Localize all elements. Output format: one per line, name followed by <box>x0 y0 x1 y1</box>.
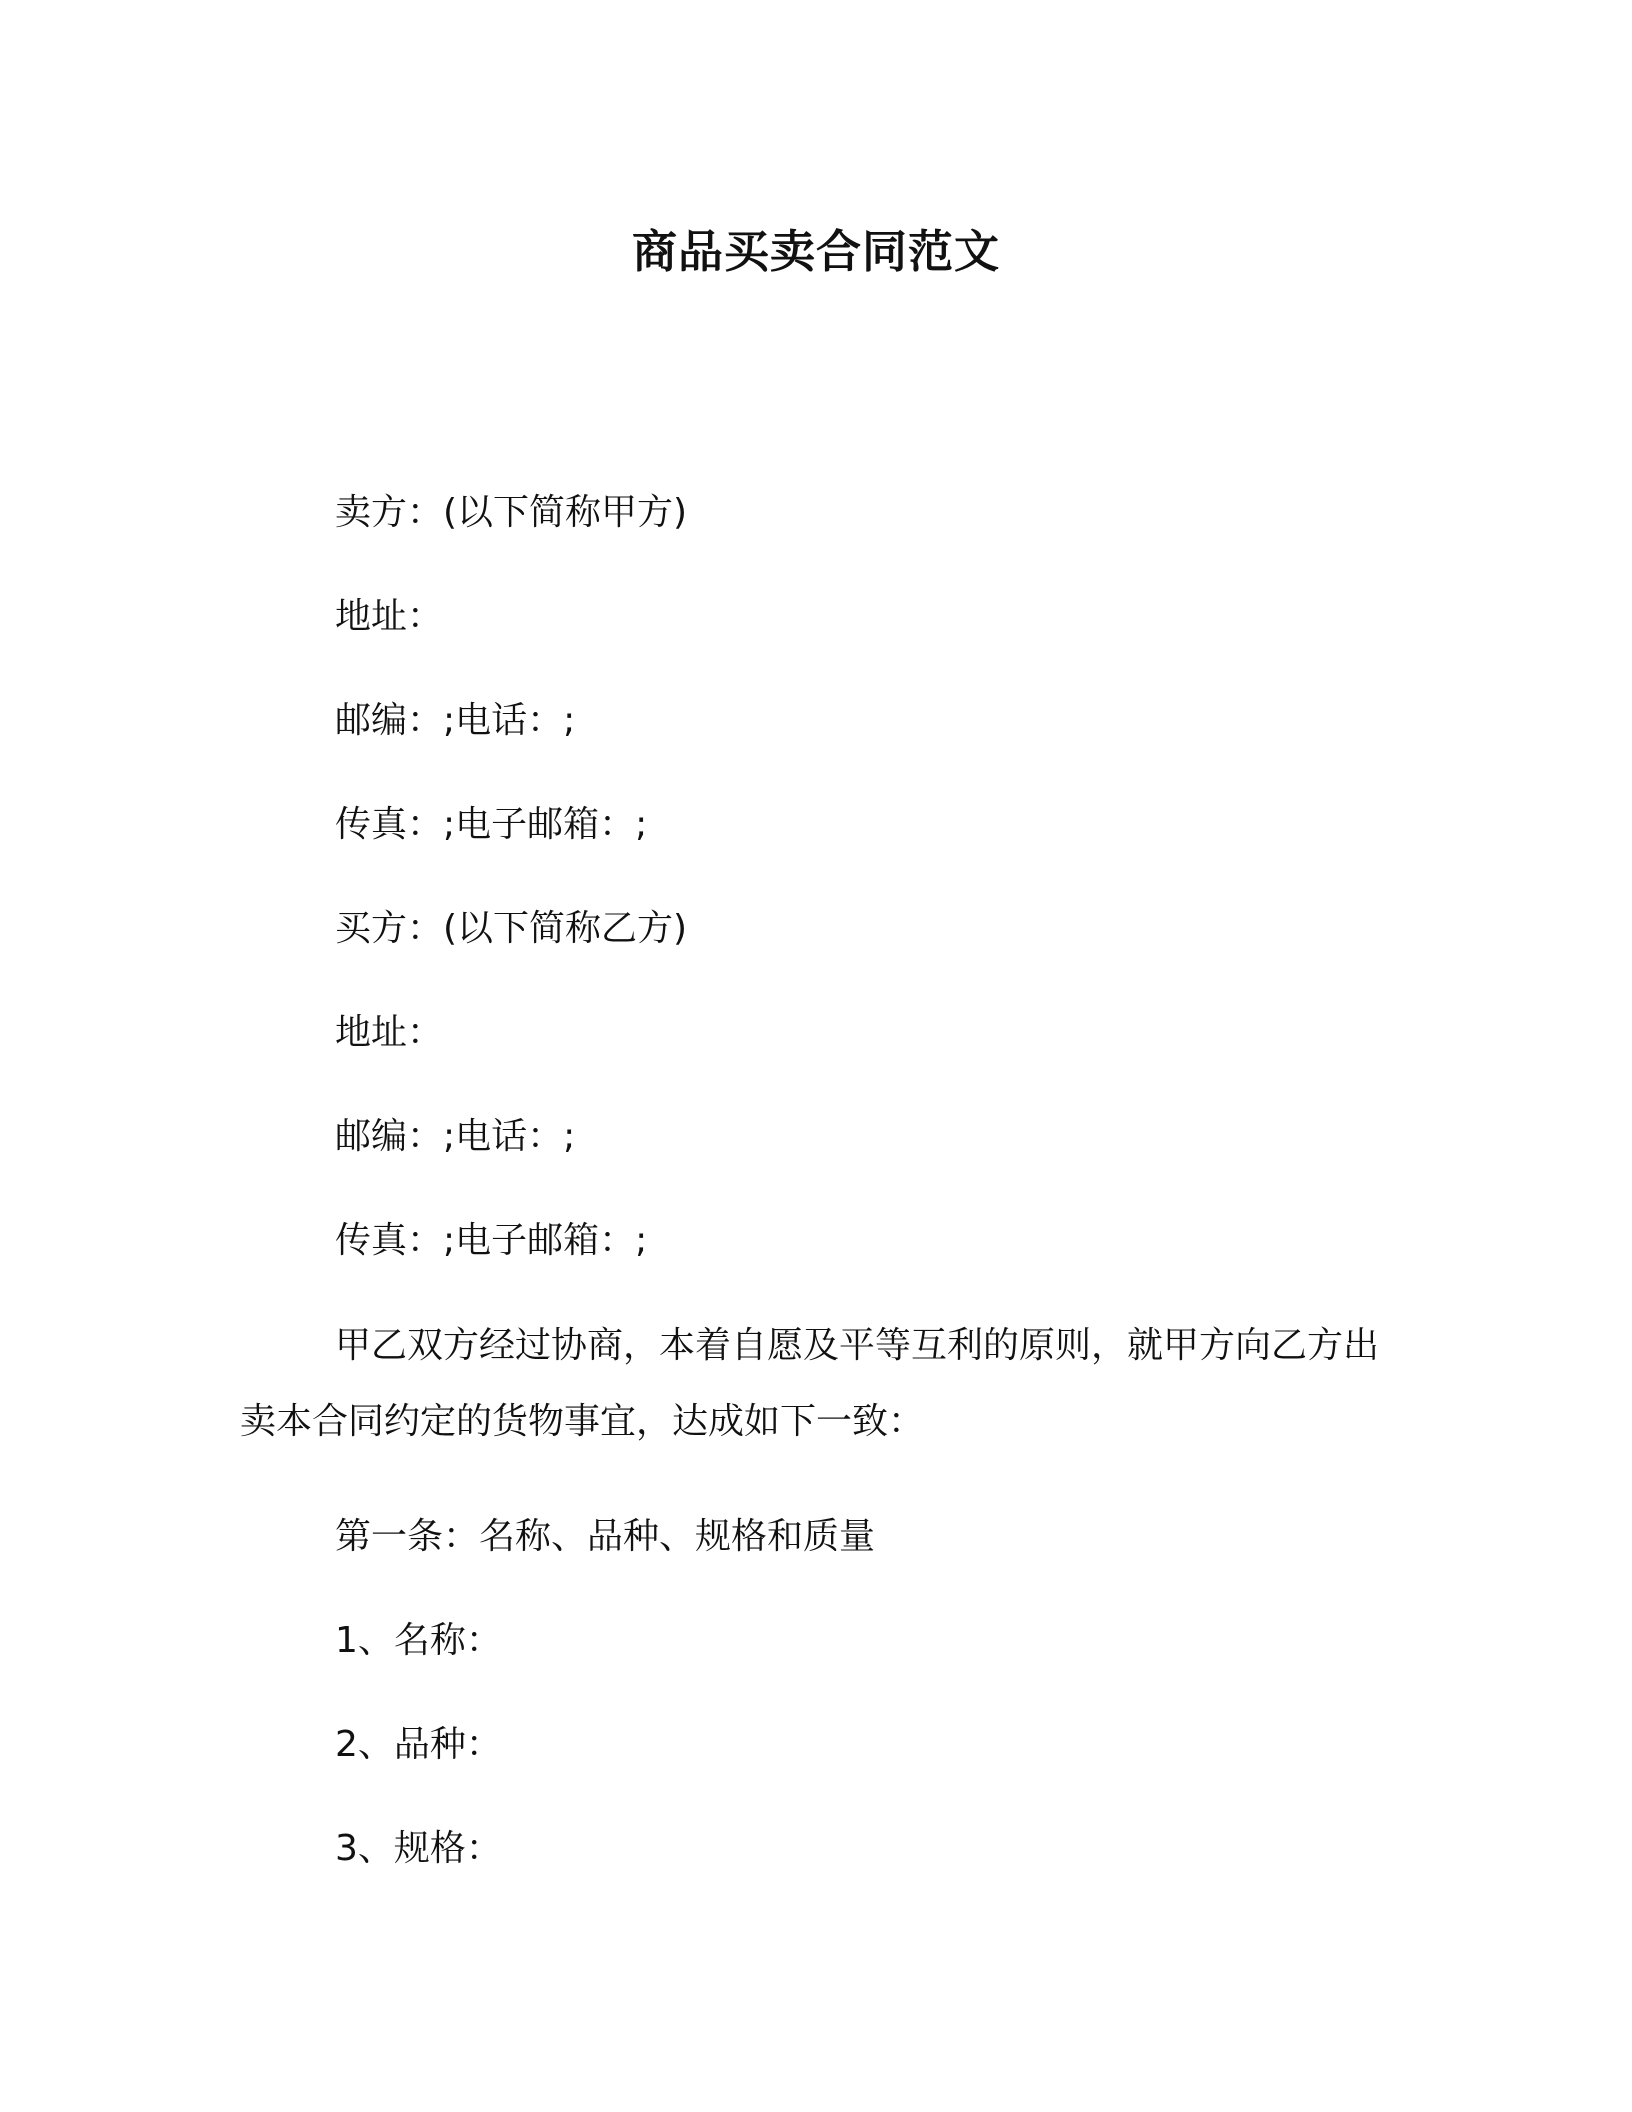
document-title: 商品买卖合同范文 <box>631 225 1000 278</box>
article-1-heading: 第一条：名称、品种、规格和质量 <box>335 1516 876 1557</box>
buyer-postcode-phone-line: 邮编：;电话：; <box>335 1116 576 1157</box>
seller-fax-email-line: 传真：;电子邮箱：; <box>335 804 648 845</box>
seller-line: 卖方：(以下简称甲方) <box>335 492 688 533</box>
buyer-address-line: 地址： <box>335 1012 444 1053</box>
document-body <box>240 486 1390 1926</box>
intro-paragraph: 甲乙双方经过协商，本着自愿及平等互利的原则，就甲方向乙方出卖本合同约定的货物事宜，达成如下一致： <box>240 1325 1380 1442</box>
buyer-fax-email-line: 传真：;电子邮箱：; <box>335 1220 648 1261</box>
seller-postcode-phone-line: 邮编：;电话：; <box>335 700 576 741</box>
seller-address-line: 地址： <box>335 596 444 637</box>
article-1-item-variety: 2、品种： <box>335 1724 502 1765</box>
article-1-item-spec: 3、规格： <box>335 1828 502 1869</box>
buyer-line: 买方：(以下简称乙方) <box>335 908 688 949</box>
article-1-item-name: 1、名称： <box>335 1620 502 1661</box>
